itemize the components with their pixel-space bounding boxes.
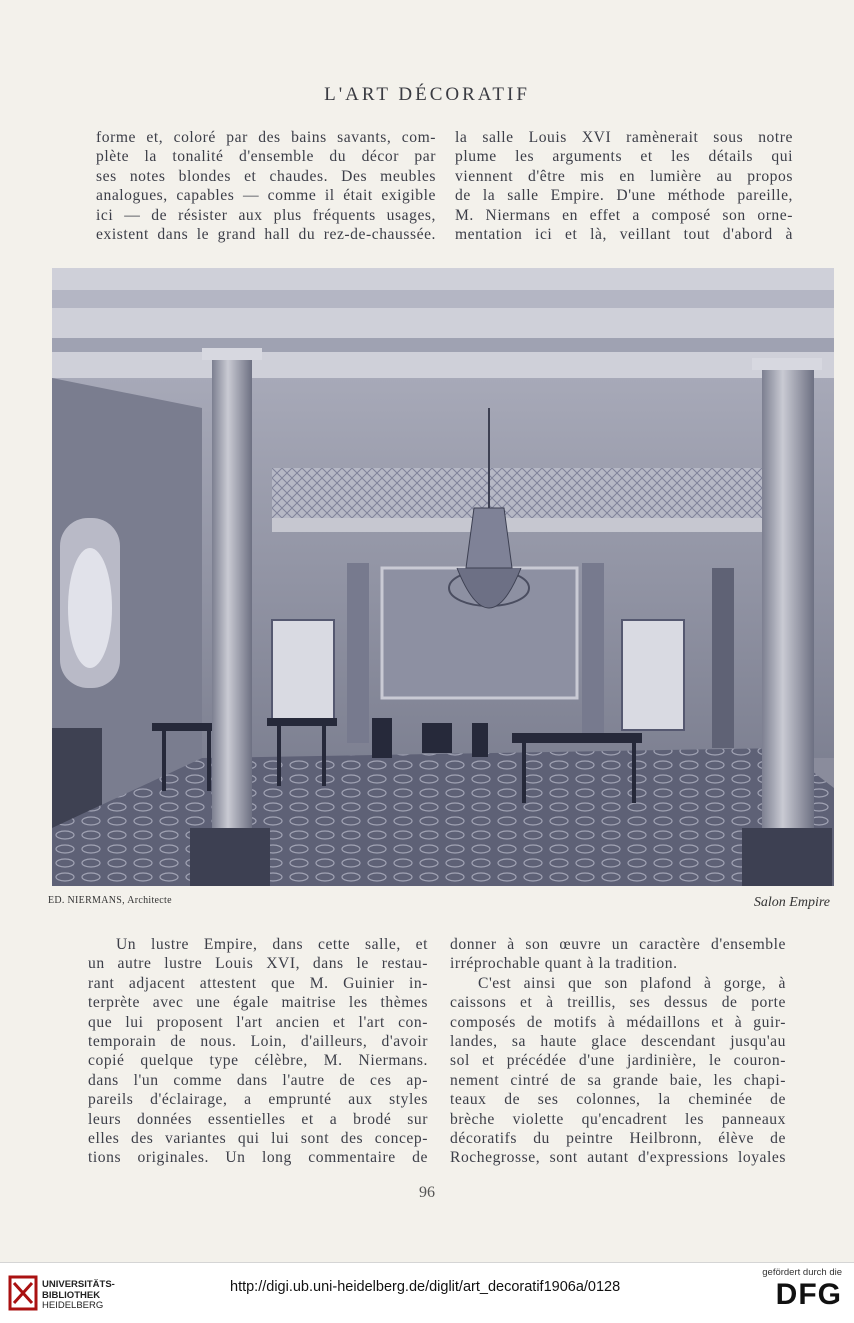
text-line: existent dans le grand hall du rez-de-chaussée.: [96, 226, 436, 244]
text-line: landes, sa haute glace descendant jusqu'au: [450, 1033, 786, 1051]
text-line: plume les arguments et les détails qui: [455, 148, 793, 166]
text-column-top-right: [455, 128, 793, 244]
text-line: la salle Louis XVI ramènerait sous notre: [455, 129, 793, 146]
text-line: sol et précédée d'une jardinière, le couron-: [450, 1052, 786, 1070]
text-line: terprète avec une égale maitrise les thèmes: [88, 994, 428, 1012]
text-line: teaux de ses colonnes, la cheminée de: [450, 1091, 786, 1109]
text-line: de la salle Empire. D'une méthode pareille,: [455, 187, 793, 205]
text-line: donner à son œuvre un caractère d'ensemble: [450, 936, 786, 953]
text-line: temporain de nous. Loin, d'ailleurs, d'avoir: [88, 1033, 428, 1051]
text-line: Rochegrosse, sont autant d'expressions loyales: [450, 1149, 786, 1167]
text-line: elles des variantes qui lui sont des concep-: [88, 1130, 428, 1148]
text-line: viennent d'être mis en lumière au propos: [455, 167, 793, 185]
text-line: rant adjacent attestent que M. Guinier in-: [88, 974, 428, 992]
university-seal-icon: [8, 1273, 40, 1313]
text-line: plète la tonalité d'ensemble du décor par: [96, 148, 436, 166]
text-line: mentation ici et là, veillant tout d'abord à: [455, 226, 793, 244]
uni-name-line-3: HEIDELBERG: [42, 1300, 104, 1311]
text-line: dans l'un comme dans l'autre de ces ap-: [88, 1071, 428, 1089]
text-column-bottom-left: [88, 935, 428, 1168]
caption-architect: ED. NIERMANS, Architecte: [48, 895, 172, 906]
text-line: M. Niermans en effet a composé son orne-: [455, 206, 793, 224]
page-number: 96: [419, 1184, 435, 1201]
dfg-logo-text: DFG: [775, 1278, 842, 1311]
salon-empire-photograph: [52, 268, 834, 886]
dfg-logo[interactable]: [752, 1267, 842, 1319]
text-line: Un lustre Empire, dans cette salle, et: [116, 936, 428, 953]
funding-text: gefördert durch die: [762, 1267, 842, 1278]
text-line: C'est ainsi que son plafond à gorge, à: [478, 974, 786, 992]
text-line: caissons et à treillis, ses dessus de porte: [450, 994, 786, 1012]
text-line: copié quelque type célèbre, M. Niermans.: [88, 1052, 428, 1070]
text-line: ses notes blondes et chaudes. Des meubles: [96, 167, 436, 185]
text-line: analogues, capables — comme il était exigible: [96, 187, 436, 205]
text-column-top-left: [96, 128, 436, 244]
text-line: que lui proposent l'art ancien et l'art con-: [88, 1013, 428, 1031]
text-column-bottom-right: [450, 935, 786, 1168]
text-line: décoratifs du peintre Heilbronn, élève de: [450, 1130, 786, 1148]
caption-title: Salon Empire: [753, 895, 830, 910]
running-head: L'ART DÉCORATIF: [324, 84, 530, 105]
text-line: brèche violette qu'encadrent les panneaux: [450, 1110, 786, 1128]
text-line: tions originales. Un long commentaire de: [88, 1149, 428, 1167]
text-line: un autre lustre Louis XVI, dans le restau-: [88, 955, 428, 973]
source-url-link[interactable]: http://digi.ub.uni-heidelberg.de/diglit/art_decoratif1906a/0128: [230, 1279, 621, 1295]
uni-name-line-2: BIBLIOTHEK: [42, 1289, 101, 1301]
text-line: pareils d'éclairage, a emprunté aux styles: [88, 1091, 428, 1109]
text-line: nement cintré de sa grande baie, les chapi-: [450, 1071, 786, 1089]
text-line: forme et, coloré par des bains savants, com-: [96, 129, 436, 146]
text-line: leurs données essentielles et a brodé sur: [88, 1110, 428, 1128]
text-line: composés de motifs à médaillons et à guir-: [450, 1013, 786, 1031]
uni-name-line-1: UNIVERSITÄTS-: [42, 1279, 115, 1290]
university-library-logo[interactable]: [8, 1271, 118, 1315]
text-line: irréprochable quant à la tradition.: [450, 955, 678, 973]
text-line: ici — de résister aux plus fréquents usages,: [96, 206, 436, 224]
footer-bar: [0, 1262, 854, 1323]
